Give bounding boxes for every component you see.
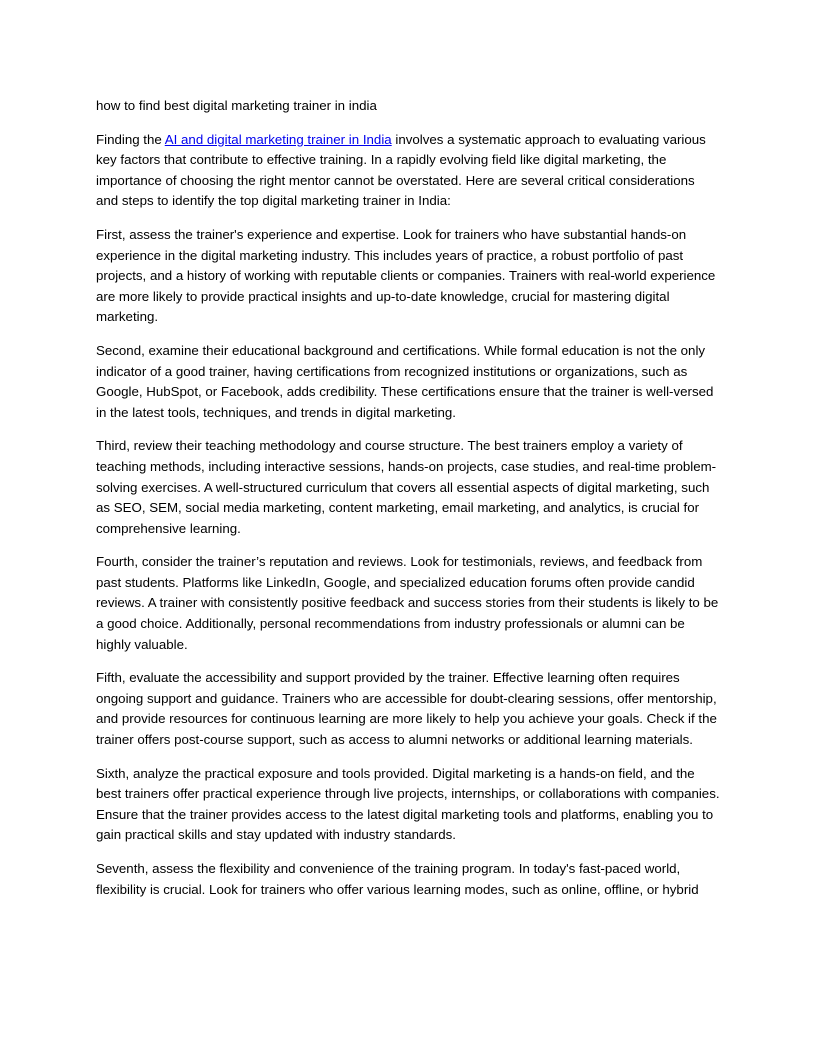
paragraph-reputation: Fourth, consider the trainer’s reputation and reviews. Look for testimonials, reviews, and feedback from past students. Platforms like LinkedIn, Google, and specialized education forums often provide candid reviews. A trainer with consistently positive feedback and success stories from their students is likely to be a good choice. Additionally, personal recommendations from industry professionals or alumni can be highly valuable. <box>96 554 719 652</box>
paragraph-support: Fifth, evaluate the accessibility and support provided by the trainer. Effective learning often requires ongoing support and guidance. Trainers who are accessible for doubt-clearing sessions, offer mentorship, and provide resources for continuous learning are more likely to help you achieve your goals. Check if the trainer offers post-course support, such as access to alumni networks or additional learning materials. <box>96 670 717 748</box>
intro-text-after-link: involves a systematic approach to evaluating various key factors that contribute to effective training. In a rapidly evolving field like digital marketing, the importance of choosing the right mentor cannot be overstated. Here are several critical considerations and steps to identify the top digital marketing trainer in India: <box>96 131 706 209</box>
intro-text-before-link: Finding the <box>96 131 165 147</box>
trainer-link[interactable]: AI and digital marketing trainer in India <box>164 131 392 147</box>
intro-paragraph <box>96 130 720 212</box>
paragraph-methodology: Third, review their teaching methodology and course structure. The best trainers employ a variety of teaching methods, including interactive sessions, hands-on projects, case studies, and real-time problem-solving exercises. A well-structured curriculum that covers all essential aspects of digital marketing, such as SEO, SEM, social media marketing, content marketing, email marketing, and analytics, is crucial for comprehensive learning. <box>96 438 717 536</box>
paragraph-experience: First, assess the trainer's experience and expertise. Look for trainers who have substantial hands-on experience in the digital marketing industry. This includes years of practice, a robust portfolio of past projects, and a history of working with reputable clients or companies. Trainers with real-world experience are more likely to provide practical insights and up-to-date knowledge, crucial for mastering digital marketing. <box>96 226 716 325</box>
document-page <box>96 96 720 913</box>
paragraph-education: Second, examine their educational background and certifications. While formal education is not the only indicator of a good trainer, having certifications from recognized institutions or organizations, such as Google, HubSpot, or Facebook, adds credibility. These certifications ensure that the trainer is well-versed in the latest tools, techniques, and trends in digital marketing. <box>96 342 714 420</box>
paragraph-flexibility: Seventh, assess the flexibility and convenience of the training program. In today's fast-paced world, flexibility is crucial. Look for trainers who offer various learning modes, such as online, offline, or hybrid <box>96 861 699 897</box>
document-title: how to find best digital marketing trainer in india <box>96 98 377 113</box>
paragraph-practical-exposure: Sixth, analyze the practical exposure and tools provided. Digital marketing is a hands-on field, and the best trainers offer practical experience through live projects, internships, or collaborations with companies. Ensure that the trainer provides access to the latest digital marketing tools and platforms, enabling you to gain practical skills and stay updated with industry standards. <box>96 765 720 843</box>
